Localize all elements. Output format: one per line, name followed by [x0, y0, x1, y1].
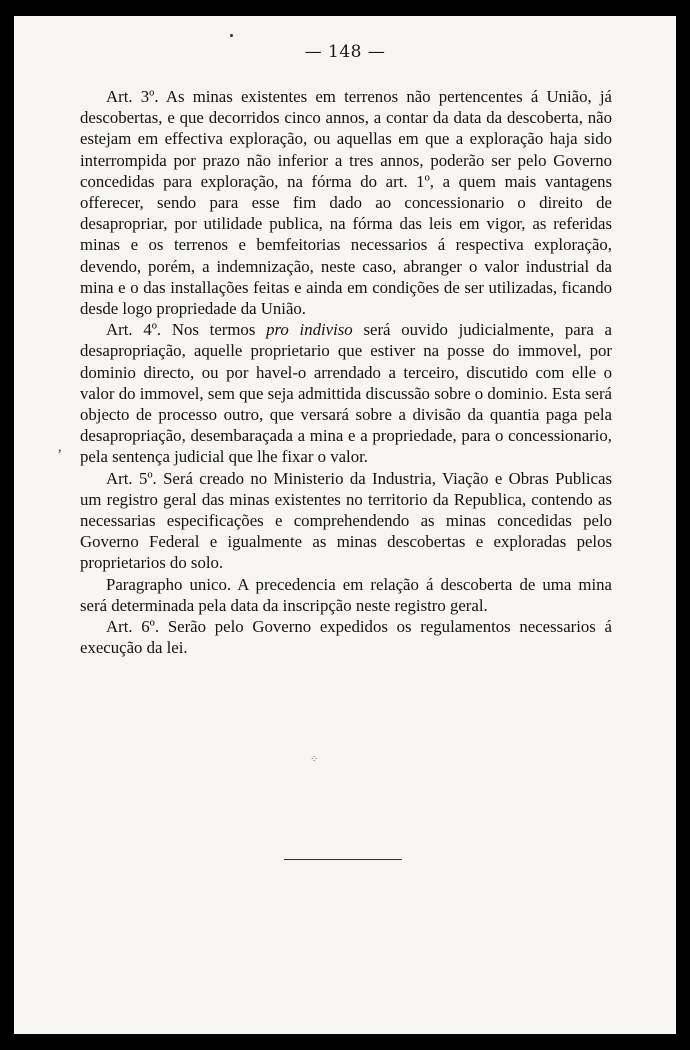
paragraph-text: Art. 5º. Será creado no Ministerio da Industria, Viação e Obras Publicas um registro geral das minas existentes no territorio da Republica, contendo as necessarias especificações e comprehendendo as minas concedidas pelo Governo Federal e igualmente as minas descobertas e exploradas pelos proprietarios do solo. [80, 468, 612, 573]
ink-mark: ⁘ [310, 754, 319, 765]
italic-phrase: pro indiviso [266, 320, 353, 340]
paragraph-art-6 [80, 616, 612, 658]
paragraph-art-5 [80, 468, 612, 574]
body-text [80, 86, 612, 658]
paragraph-art-3 [80, 86, 612, 319]
paragraph-art-4 [80, 319, 612, 467]
document-page [14, 16, 676, 1034]
margin-mark: , [58, 440, 62, 455]
paragraph-text: Art. 3º. As minas existentes em terrenos não pertencentes á União, já descobertas, e que decorridos cinco annos, a contar da data da descoberta, não estejam em effectiva exploração, ou aquellas em que a exploração haja sido interrompida por prazo não inferior a tres annos, poderão ser pelo Governo concedidas para exploração, na fórma do art. 1º, a quem mais vantagens offerecer, sendo para esse fim dado ao concessionario o direito de desapropriar, por utilidade publica, na fórma das leis em vigor, as referidas minas e os terrenos e bemfeitorias necessarios á respectiva exploração, devendo, porém, a indemnização, neste caso, abranger o valor industrial da mina e o das installações feitas e ainda em condições de ser utilizadas, ficando desde logo propriedade da União. [80, 87, 612, 319]
section-rule [284, 859, 402, 860]
paragraph-text-continued: será ouvido judicialmente, para a desapropriação, aquelle proprietario que estiver na posse do immovel, por dominio directo, ou por havel-o arrendado a terceiro, discutido com elle o valor do immovel, sem que seja admittida discussão sobre o dominio. Esta será objecto de processo outro, que versará sobre a divisão da quantia paga pela desapropriação, desembaraçada a mina e a propriedade, para o concessionario, pela sentença judicial que lhe fixar o valor. [80, 320, 612, 467]
paragraph-unico [80, 574, 612, 616]
paragraph-text: Art. 4º. Nos termos [106, 320, 267, 340]
page-number: — 148 — [304, 42, 386, 62]
ink-speck [230, 34, 233, 37]
paragraph-text: Art. 6º. Serão pelo Governo expedidos os regulamentos necessarios á execução da lei. [80, 617, 612, 658]
paragraph-text: Paragrapho unico. A precedencia em relação á descoberta de uma mina será determinada pela data da inscripção neste registro geral. [80, 574, 612, 615]
